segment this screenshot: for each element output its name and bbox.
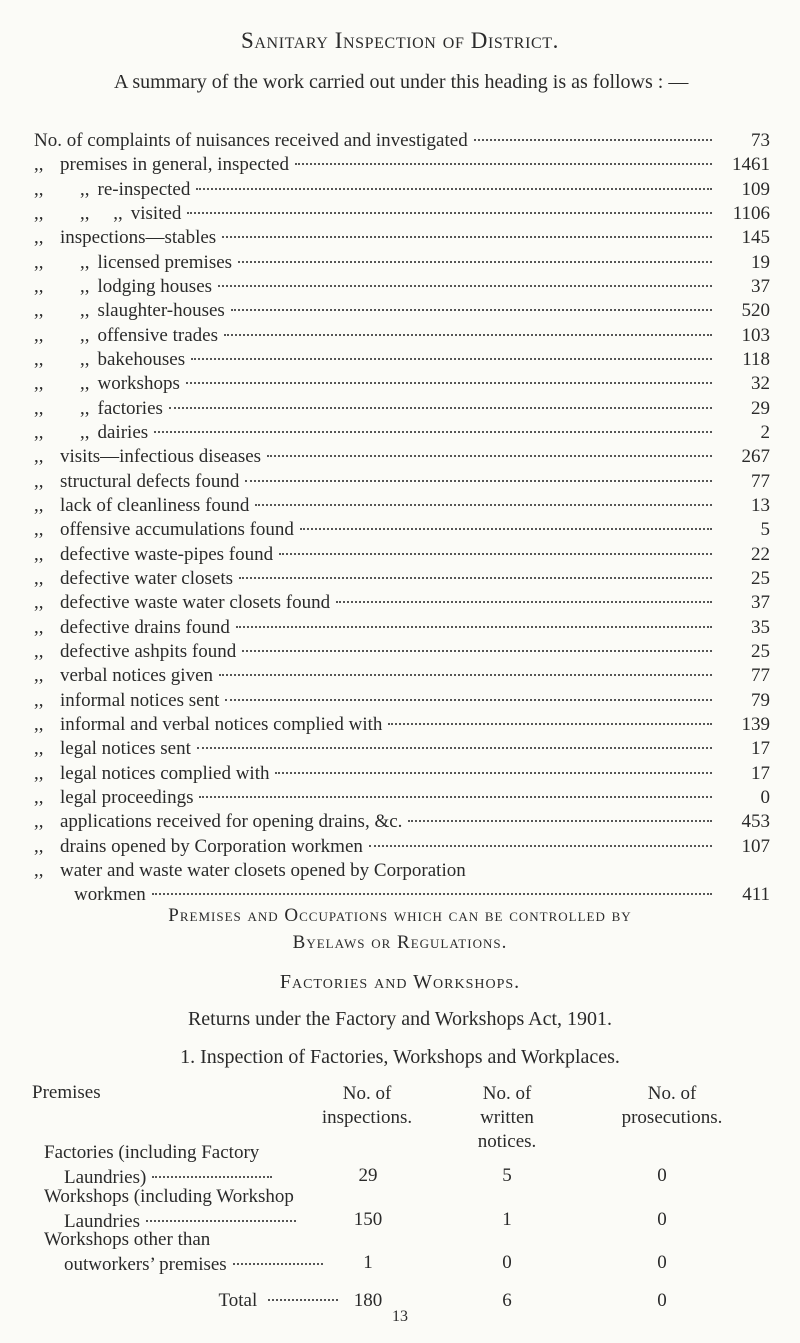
summary-row <box>34 665 770 689</box>
leader-dots <box>474 139 712 141</box>
summary-row <box>34 373 770 397</box>
summary-row <box>34 446 770 470</box>
leader-dots <box>239 577 712 579</box>
summary-value: 37 <box>751 592 770 614</box>
cell-written: 1 <box>502 1209 512 1230</box>
summary-value: 267 <box>741 446 770 468</box>
leader-dots <box>267 455 712 457</box>
ditto-mark: ,, <box>34 373 44 395</box>
leader-dots <box>231 309 712 311</box>
summary-label: factories <box>97 397 163 419</box>
total-label-text: Total <box>218 1290 258 1311</box>
summary-label: legal notices complied with <box>60 762 270 784</box>
ditto-mark: ,, <box>34 616 44 638</box>
header-written-line2: written <box>480 1107 534 1128</box>
leader-dots <box>245 480 712 482</box>
summary-list <box>34 130 770 909</box>
row-label-line2 <box>44 1252 323 1277</box>
cell-inspections: 1 <box>363 1252 373 1273</box>
inspection-heading: 1. Inspection of Factories, Workshops and Workplaces. <box>180 1046 620 1068</box>
summary-row <box>34 325 770 349</box>
summary-value: 107 <box>741 835 770 857</box>
summary-row <box>34 349 770 373</box>
header-written-line1: No. of <box>482 1083 532 1104</box>
summary-row <box>34 763 770 787</box>
leader-dots <box>222 236 712 238</box>
summary-label: premises in general, inspected <box>60 154 289 176</box>
leader-dots <box>197 747 712 749</box>
summary-value: 77 <box>751 470 770 492</box>
sub-ditto-mark: ,, <box>80 324 90 346</box>
sub-ditto-mark: ,, ,, <box>80 202 123 224</box>
leader-dots <box>238 261 712 263</box>
ditto-mark: ,, <box>34 713 44 735</box>
ditto-mark: ,, <box>34 859 44 881</box>
summary-value: 29 <box>751 397 770 419</box>
row-leader-dots <box>146 1220 296 1222</box>
ditto-mark: ,, <box>34 251 44 273</box>
row-label-line1: Factories (including Factory <box>44 1142 260 1163</box>
summary-value: 0 <box>760 786 770 808</box>
summary-value: 35 <box>751 616 770 638</box>
leader-dots <box>152 893 712 895</box>
intro-paragraph: A summary of the work carried out under this heading is as follows : — <box>114 71 689 93</box>
row-leader-dots <box>233 1263 323 1265</box>
header-inspections <box>302 1082 432 1130</box>
ditto-mark: ,, <box>34 592 44 614</box>
header-prosecutions <box>587 1082 757 1130</box>
ditto-mark: ,, <box>34 738 44 760</box>
summary-label: structural defects found <box>60 470 240 492</box>
summary-value: 1106 <box>732 202 770 224</box>
summary-row <box>34 811 770 835</box>
summary-label: offensive accumulations found <box>60 519 294 541</box>
summary-label: legal proceedings <box>60 786 194 808</box>
ditto-mark: ,, <box>34 300 44 322</box>
summary-value: 103 <box>741 324 770 346</box>
summary-row <box>34 836 770 860</box>
summary-value: 25 <box>751 567 770 589</box>
leader-dots <box>255 504 712 506</box>
total-written: 6 <box>502 1290 512 1311</box>
summary-label: informal and verbal notices complied with <box>60 713 383 735</box>
header-written-line3: notices. <box>477 1131 537 1152</box>
summary-value: 13 <box>751 494 770 516</box>
ditto-mark: ,, <box>34 640 44 662</box>
cell-prosecutions: 0 <box>657 1209 667 1230</box>
summary-label: dairies <box>97 421 149 443</box>
summary-label: visited <box>130 202 182 224</box>
summary-label: defective water closets <box>60 567 234 589</box>
summary-label: informal notices sent <box>60 689 220 711</box>
ditto-mark: ,, <box>34 348 44 370</box>
ditto-mark: ,, <box>34 470 44 492</box>
leader-dots <box>169 407 712 409</box>
summary-row <box>34 544 770 568</box>
returns-line: Returns under the Factory and Workshops Act, 1901. <box>187 1008 613 1030</box>
summary-value: 118 <box>742 348 770 370</box>
page-number: 13 <box>392 1308 408 1325</box>
leader-dots <box>154 431 712 433</box>
sub-ditto-mark: ,, <box>80 421 90 443</box>
leader-dots <box>408 820 712 822</box>
sub-ditto-mark: ,, <box>80 300 90 322</box>
leader-dots <box>196 188 712 190</box>
row-label-text: Laundries <box>64 1211 140 1232</box>
leader-dots <box>191 358 712 360</box>
ditto-mark: ,, <box>34 397 44 419</box>
summary-row <box>34 714 770 738</box>
cell-prosecutions: 0 <box>657 1165 667 1186</box>
summary-row <box>34 690 770 714</box>
leader-dots <box>336 601 712 603</box>
summary-value: 17 <box>751 762 770 784</box>
summary-label: inspections—stables <box>60 227 217 249</box>
summary-row <box>34 495 770 519</box>
ditto-mark: ,, <box>34 446 44 468</box>
summary-value: 32 <box>751 373 770 395</box>
summary-label: verbal notices given <box>60 665 214 687</box>
ditto-mark: ,, <box>34 275 44 297</box>
leader-dots <box>187 212 712 214</box>
running-head: Sanitary Inspection of District. <box>241 28 559 53</box>
ditto-mark: ,, <box>34 178 44 200</box>
row-leader-dots <box>152 1176 272 1178</box>
header-prosecutions-line2: prosecutions. <box>621 1107 723 1128</box>
section-title-line1: Premises and Occupations which can be controlled by <box>168 905 632 926</box>
summary-label: defective waste-pipes found <box>60 543 274 565</box>
summary-row <box>34 179 770 203</box>
summary-row <box>34 471 770 495</box>
header-inspections-line1: No. of <box>342 1083 392 1104</box>
summary-row <box>34 252 770 276</box>
summary-value: 19 <box>751 251 770 273</box>
leader-dots <box>225 699 712 701</box>
sub-ditto-mark: ,, <box>80 373 90 395</box>
sub-ditto-mark: ,, <box>80 397 90 419</box>
summary-value: 22 <box>751 543 770 565</box>
row-label-text: outworkers’ premises <box>64 1254 227 1275</box>
summary-row <box>34 738 770 762</box>
summary-label: re-inspected <box>97 178 191 200</box>
header-premises: Premises <box>32 1082 101 1103</box>
summary-value: 25 <box>751 640 770 662</box>
ditto-mark: ,, <box>34 762 44 784</box>
leader-dots <box>224 334 712 336</box>
ditto-mark: ,, <box>34 786 44 808</box>
summary-label: applications received for opening drains, &c. <box>60 811 403 833</box>
summary-value: 2 <box>760 421 770 443</box>
cell-inspections: 29 <box>358 1165 378 1186</box>
summary-value: 1461 <box>732 154 770 176</box>
ditto-mark: ,, <box>34 835 44 857</box>
summary-value: 411 <box>742 884 770 906</box>
cell-written: 0 <box>502 1252 512 1273</box>
summary-label: drains opened by Corporation workmen <box>60 835 363 857</box>
ditto-mark: ,, <box>34 324 44 346</box>
summary-row <box>34 203 770 227</box>
leader-dots <box>242 650 712 652</box>
summary-label: offensive trades <box>97 324 218 346</box>
leader-dots <box>236 626 712 628</box>
summary-row <box>34 300 770 324</box>
summary-label: workshops <box>97 373 180 395</box>
ditto-mark: ,, <box>34 567 44 589</box>
leader-dots <box>388 723 712 725</box>
header-prosecutions-line1: No. of <box>647 1083 697 1104</box>
total-leader-dots <box>268 1299 338 1301</box>
header-inspections-line2: inspections. <box>321 1107 413 1128</box>
row-label-line1: Workshops other than <box>44 1229 211 1250</box>
summary-row <box>34 227 770 251</box>
summary-row <box>34 592 770 616</box>
summary-row <box>34 787 770 811</box>
ditto-mark: ,, <box>34 665 44 687</box>
summary-row <box>34 568 770 592</box>
summary-row <box>34 154 770 178</box>
ditto-mark: ,, <box>34 494 44 516</box>
summary-row <box>34 641 770 665</box>
ditto-mark: ,, <box>34 811 44 833</box>
summary-label: visits—infectious diseases <box>60 446 262 468</box>
ditto-mark: ,, <box>34 689 44 711</box>
section-title-line2: Byelaws or Regulations. <box>292 932 508 953</box>
summary-label: lodging houses <box>97 275 213 297</box>
summary-label: slaughter-houses <box>97 300 225 322</box>
leader-dots <box>295 163 712 165</box>
summary-value: 77 <box>751 665 770 687</box>
leader-dots <box>186 382 712 384</box>
cell-inspections: 150 <box>353 1209 383 1230</box>
ditto-mark: ,, <box>34 543 44 565</box>
cell-prosecutions: 0 <box>657 1252 667 1273</box>
sub-ditto-mark: ,, <box>80 251 90 273</box>
summary-label: workmen <box>74 884 146 906</box>
summary-label: water and waste water closets opened by Corporation <box>60 859 466 881</box>
summary-label: No. of complaints of nuisances received and investigated <box>34 130 468 151</box>
ditto-mark: ,, <box>34 202 44 224</box>
summary-label: defective ashpits found <box>60 640 237 662</box>
summary-value: 5 <box>760 519 770 541</box>
summary-label: defective waste water closets found <box>60 592 331 614</box>
sub-ditto-mark: ,, <box>80 275 90 297</box>
header-written <box>452 1082 562 1154</box>
total-prosecutions: 0 <box>657 1290 667 1311</box>
ditto-mark: ,, <box>34 421 44 443</box>
leader-dots <box>199 796 712 798</box>
cell-written: 5 <box>502 1165 512 1186</box>
row-label-line1: Workshops (including Workshop <box>44 1186 294 1207</box>
summary-row <box>34 276 770 300</box>
section-subtitle: Factories and Workshops. <box>279 971 521 993</box>
summary-value: 17 <box>751 738 770 760</box>
summary-label: defective drains found <box>60 616 230 638</box>
summary-label: lack of cleanliness found <box>60 494 250 516</box>
row-label-text: Laundries) <box>64 1167 147 1188</box>
summary-label: bakehouses <box>97 348 186 370</box>
ditto-mark: ,, <box>34 227 44 249</box>
summary-value: 145 <box>741 227 770 249</box>
sub-ditto-mark: ,, <box>80 178 90 200</box>
leader-dots <box>279 553 712 555</box>
leader-dots <box>300 528 712 530</box>
summary-row <box>34 617 770 641</box>
summary-row <box>34 519 770 543</box>
summary-row <box>34 422 770 446</box>
summary-value: 37 <box>751 275 770 297</box>
summary-row <box>34 398 770 422</box>
summary-label: legal notices sent <box>60 738 191 760</box>
leader-dots <box>275 772 712 774</box>
summary-value: 79 <box>751 689 770 711</box>
total-inspections: 180 <box>353 1290 383 1311</box>
summary-row <box>34 130 770 154</box>
summary-row <box>34 860 770 884</box>
leader-dots <box>218 285 712 287</box>
summary-value: 109 <box>741 178 770 200</box>
ditto-mark: ,, <box>34 519 44 541</box>
summary-value: 139 <box>741 713 770 735</box>
leader-dots <box>369 845 712 847</box>
leader-dots <box>219 674 712 676</box>
sub-ditto-mark: ,, <box>80 348 90 370</box>
summary-value: 520 <box>741 300 770 322</box>
summary-value: 73 <box>751 130 770 151</box>
ditto-mark: ,, <box>34 154 44 176</box>
summary-value: 453 <box>741 811 770 833</box>
summary-label: licensed premises <box>97 251 233 273</box>
